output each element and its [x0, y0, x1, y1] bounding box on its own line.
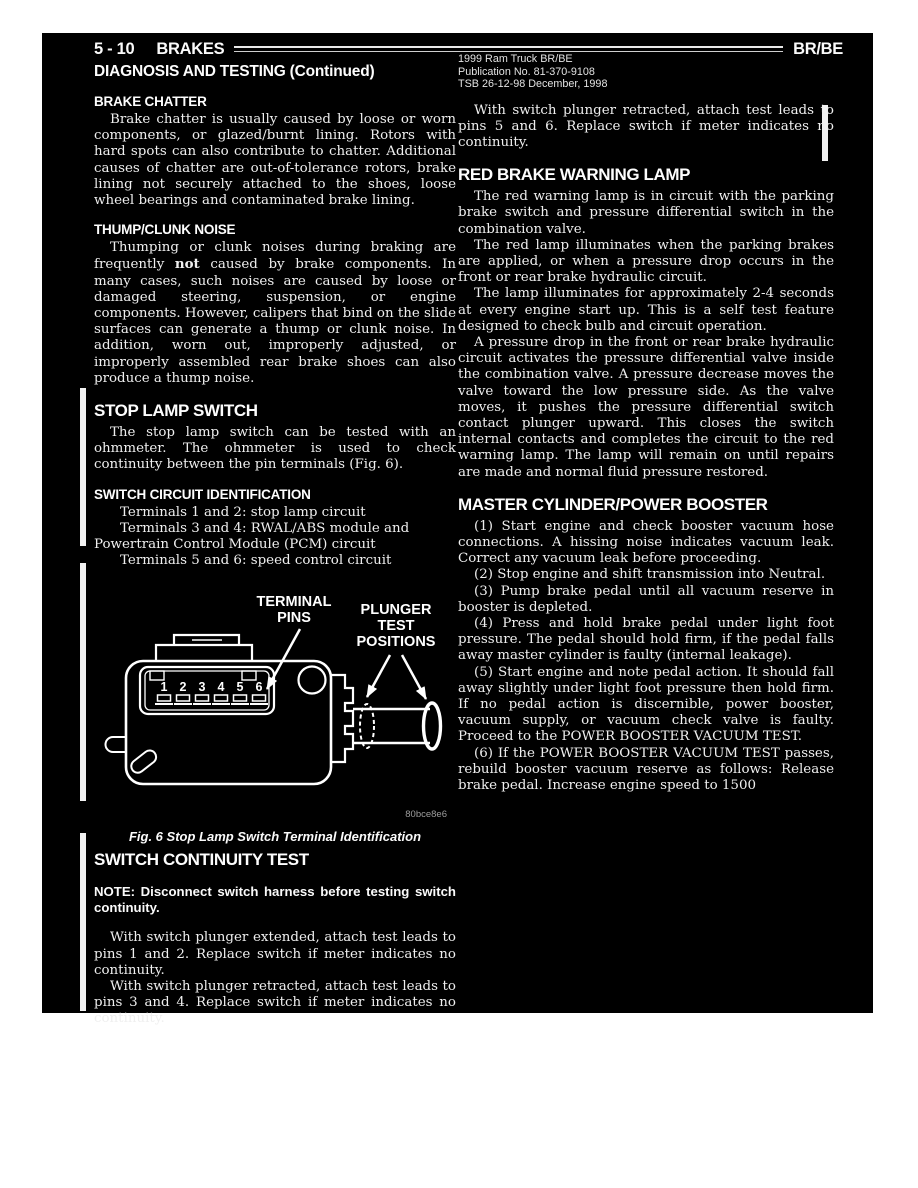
label-test: TEST — [377, 618, 415, 635]
mounting-flange — [331, 675, 353, 762]
publication-line-3: TSB 26-12-98 December, 1998 — [458, 78, 608, 90]
pin-number-5: 5 — [236, 680, 244, 695]
label-plunger: PLUNGER — [360, 602, 432, 619]
plunger-extended-cap — [424, 703, 441, 749]
paragraph-stop-lamp-switch: The stop lamp switch can be tested with an ohmmeter. The ohmmeter is used to check continuity between the pin terminals (Fig. 6). — [94, 425, 456, 473]
paragraph-continuity-2: With switch plunger retracted, attach test leads to pins 3 and 4. Replace switch if meter indicates no continuity. — [94, 979, 456, 1027]
terminal-line-2: Terminals 3 and 4: RWAL/ABS module and Powertrain Control Module (PCM) circuit — [94, 520, 410, 553]
manual-page — [42, 33, 873, 1027]
note-disconnect-switch: NOTE: Disconnect switch harness before testing switch continuity. — [94, 884, 456, 916]
heading-switch-continuity-test: SWITCH CONTINUITY TEST — [94, 850, 309, 870]
terminal-pins-arrow — [267, 629, 300, 689]
heading-switch-circuit-id: SWITCH CIRCUIT IDENTIFICATION — [94, 486, 311, 502]
label-terminal: TERMINAL — [256, 594, 332, 611]
continued-heading: DIAGNOSIS AND TESTING (Continued) — [94, 63, 375, 80]
stop-lamp-switch-diagram — [94, 579, 454, 824]
page-number: 5 - 10 — [94, 39, 135, 58]
pin-number-6: 6 — [255, 680, 263, 695]
terminal-line-1: Terminals 1 and 2: stop lamp circuit — [120, 504, 366, 520]
revision-bar-left-3 — [80, 833, 86, 1011]
model-code: BR/BE — [793, 39, 843, 58]
step-1: (1) Start engine and check booster vacuum hose connections. A hissing noise indicates vacuum leak. Correct any vacuum leak before proceeding. — [458, 518, 834, 567]
plunger-arrow-left — [367, 655, 390, 697]
figure-stop-lamp-switch — [94, 579, 454, 824]
pin-number-1: 1 — [160, 680, 168, 695]
connector-tab-left — [150, 671, 164, 680]
heading-stop-lamp-switch: STOP LAMP SWITCH — [94, 401, 258, 421]
paragraph-red-lamp-1: The red warning lamp is in circuit with the parking brake switch and pressure differential switch in the combination valve. — [458, 189, 834, 237]
publication-line-1: 1999 Ram Truck BR/BE — [458, 53, 573, 65]
pin-number-4: 4 — [217, 680, 225, 695]
paragraph-continuity-1: With switch plunger extended, attach test leads to pins 1 and 2. Replace switch if meter indicates no continuity. — [94, 930, 456, 978]
figure-labels — [257, 594, 436, 650]
terminal-line-3: Terminals 5 and 6: speed control circuit — [120, 553, 392, 569]
paragraph-red-lamp-2: The red lamp illuminates when the parking brakes are applied, or when a pressure drop occurs in the front or rear brake hydraulic circuit. — [458, 237, 834, 286]
paragraph-red-lamp-3: The lamp illuminates for approximately 2-4 seconds at every engine start up. This is a self test feature designed to check bulb and circuit operation. — [458, 286, 834, 334]
heading-red-brake-warning-lamp: RED BRAKE WARNING LAMP — [458, 165, 691, 185]
revision-bar-left-1 — [80, 388, 86, 546]
heading-master-cylinder: MASTER CYLINDER/POWER BOOSTER — [458, 494, 768, 514]
paragraph-continuity-3: With switch plunger retracted, attach test leads to pins 5 and 6. Replace switch if meter indicates no continuity. — [458, 102, 834, 150]
header-rule — [234, 46, 783, 52]
terminal-pin-numbers — [161, 680, 263, 694]
pin-number-3: 3 — [198, 680, 206, 695]
plunger-arrow-right — [402, 655, 426, 699]
revision-bar-left-2 — [80, 563, 86, 801]
plunger-retracted-position — [360, 704, 374, 748]
left-column — [94, 63, 456, 1028]
right-column — [458, 53, 834, 794]
heading-brake-chatter: BRAKE CHATTER — [94, 94, 207, 109]
label-positions: POSITIONS — [356, 634, 436, 651]
step-5: (5) Start engine and note pedal action. It should fall away slightly under light foot pressure then hold firm. If no pedal action is discernible, power booster, vacuum supply, or vacuum check valve is faulty. Proceed to the POWER BOOSTER VACUUM TEST. — [458, 664, 834, 745]
heading-thump-clunk: THUMP/CLUNK NOISE — [94, 222, 236, 238]
step-2: (2) Stop engine and shift transmission into Neutral. — [474, 567, 826, 583]
connector-tab-right — [242, 671, 256, 680]
publication-block — [458, 53, 834, 91]
step-3: (3) Pump brake pedal until all vacuum reserve in booster is depleted. — [458, 583, 834, 615]
paragraph-red-lamp-4: A pressure drop in the front or rear brake hydraulic circuit activates the pressure differential valve inside the combination valve. A pressure decrease moves the valve toward the low pressure side. As the valve moves, it pushes the pressure differential switch contact plunger upward. This closes the switch internal contacts and completes the circuit to the red warning lamp. The lamp will remain on until repairs are made and normal fluid pressure restored. — [458, 334, 834, 480]
figure-code: 80bce8e6 — [405, 809, 447, 821]
switch-left-bump — [106, 737, 128, 752]
terminal-pin-glyphs — [155, 695, 268, 704]
step-4: (4) Press and hold brake pedal under light foot pressure. The pedal should hold firm, if the pedal falls away master cylinder is faulty (internal leakage). — [458, 615, 834, 664]
publication-line-2: Publication No. 81-370-9108 — [458, 65, 595, 78]
thump-text-pre: Thumping or clunk noises during braking are frequently — [94, 240, 456, 273]
switch-top-shroud — [156, 645, 252, 661]
section-title: BRAKES — [156, 39, 225, 58]
pin-number-2: 2 — [179, 680, 187, 695]
label-pins: PINS — [277, 610, 311, 627]
switch-boss-circle — [299, 667, 326, 694]
paragraph-brake-chatter: Brake chatter is usually caused by loose or worn components, or glazed/burnt lining. Rotors with hard spots can also contribute to chatter. Additional causes of chatter are out-of-tolerance rotors, brake lining not securely attached to the shoes, loose wheel bearings and contaminated brake lining. — [94, 112, 456, 209]
paragraph-thump-clunk — [94, 240, 456, 387]
switch-bottom-tab — [129, 748, 159, 775]
thump-text-bold: not — [174, 256, 200, 273]
figure-caption: Fig. 6 Stop Lamp Switch Terminal Identification — [128, 829, 422, 845]
step-6: (6) If the POWER BOOSTER VACUUM TEST passes, rebuild booster vacuum reserve as follows: Release brake pedal. Increase engine speed to 1500 — [458, 745, 834, 794]
thump-text-post: caused by brake components. In many cases, such noises are caused by loose or damaged steering, suspension, or engine components. However, calipers that bind on the slide surfaces can generate a thump or clunk noise. In addition, worn out, improperly adjusted, or improperly assembled rear brake shoes can also produce a thump noise. — [94, 257, 456, 386]
